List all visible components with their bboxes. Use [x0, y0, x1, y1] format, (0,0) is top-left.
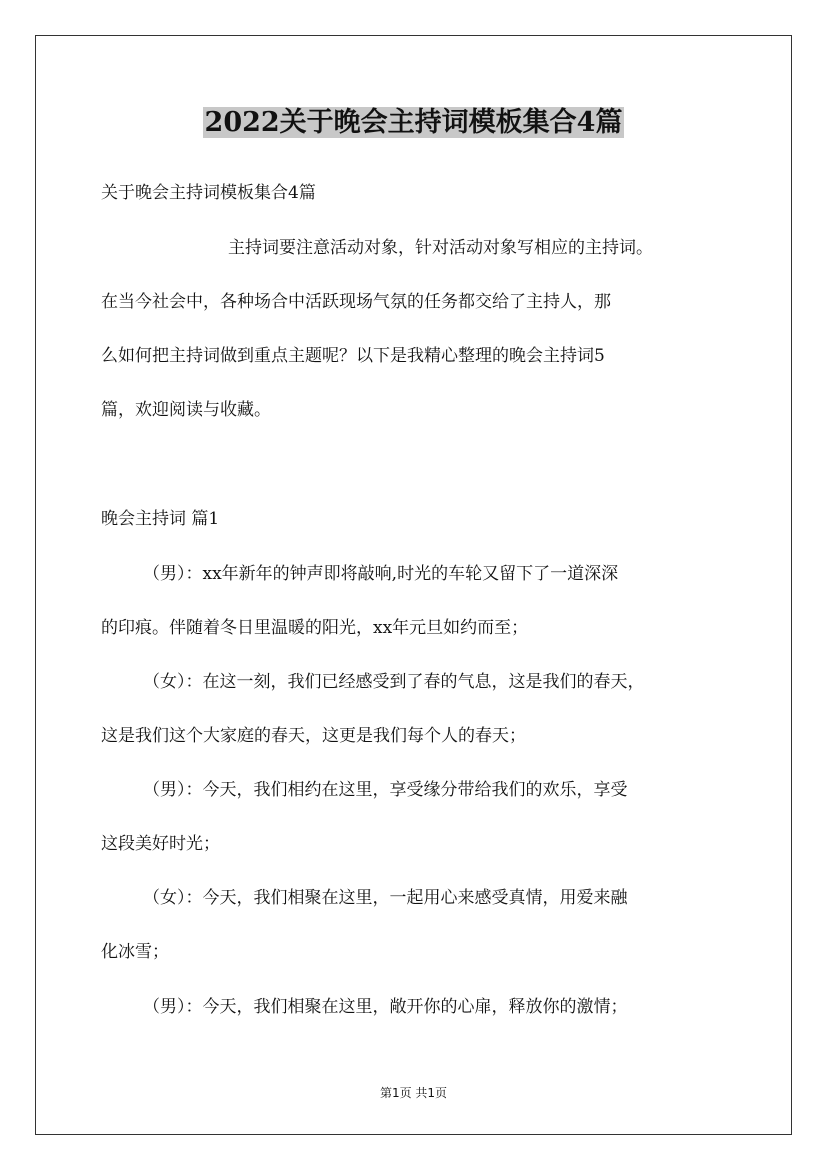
intro-line-4: 篇，欢迎阅读与收藏。 — [101, 400, 271, 420]
document-subtitle: 关于晚会主持词模板集合4篇 — [101, 183, 316, 203]
body-line-5: （男）：今天，我们相约在这里，享受缘分带给我们的欢乐，享受 — [143, 780, 628, 800]
intro-line-2: 在当今社会中，各种场合中活跃现场气氛的任务都交给了主持人，那 — [101, 292, 611, 312]
page-footer: 第1页 共1页 — [379, 1086, 448, 1100]
document-title-text: 2022关于晚会主持词模板集合4篇 — [204, 107, 623, 138]
section-heading: 晚会主持词 篇1 — [101, 509, 220, 529]
document-title — [0, 100, 827, 146]
body-line-7: （女）：今天，我们相聚在这里，一起用心来感受真情，用爱来融 — [143, 888, 628, 908]
body-line-9: （男）：今天，我们相聚在这里，敞开你的心扉，释放你的激情； — [143, 997, 628, 1017]
body-line-2: 的印痕。伴随着冬日里温暖的阳光，xx年元旦如约而至； — [101, 618, 529, 638]
body-line-1: （男）：xx年新年的钟声即将敲响,时光的车轮又留下了一道深深 — [143, 564, 619, 584]
intro-line-1: 主持词要注意活动对象，针对活动对象写相应的主持词。 — [228, 238, 653, 258]
body-line-8: 化冰雪； — [101, 942, 169, 962]
body-line-3: （女）：在这一刻，我们已经感受到了春的气息，这是我们的春天， — [143, 672, 645, 692]
body-line-6: 这段美好时光； — [101, 834, 220, 854]
body-line-4: 这是我们这个大家庭的春天，这更是我们每个人的春天； — [101, 726, 526, 746]
intro-line-3: 么如何把主持词做到重点主题呢？以下是我精心整理的晚会主持词5 — [101, 346, 605, 366]
